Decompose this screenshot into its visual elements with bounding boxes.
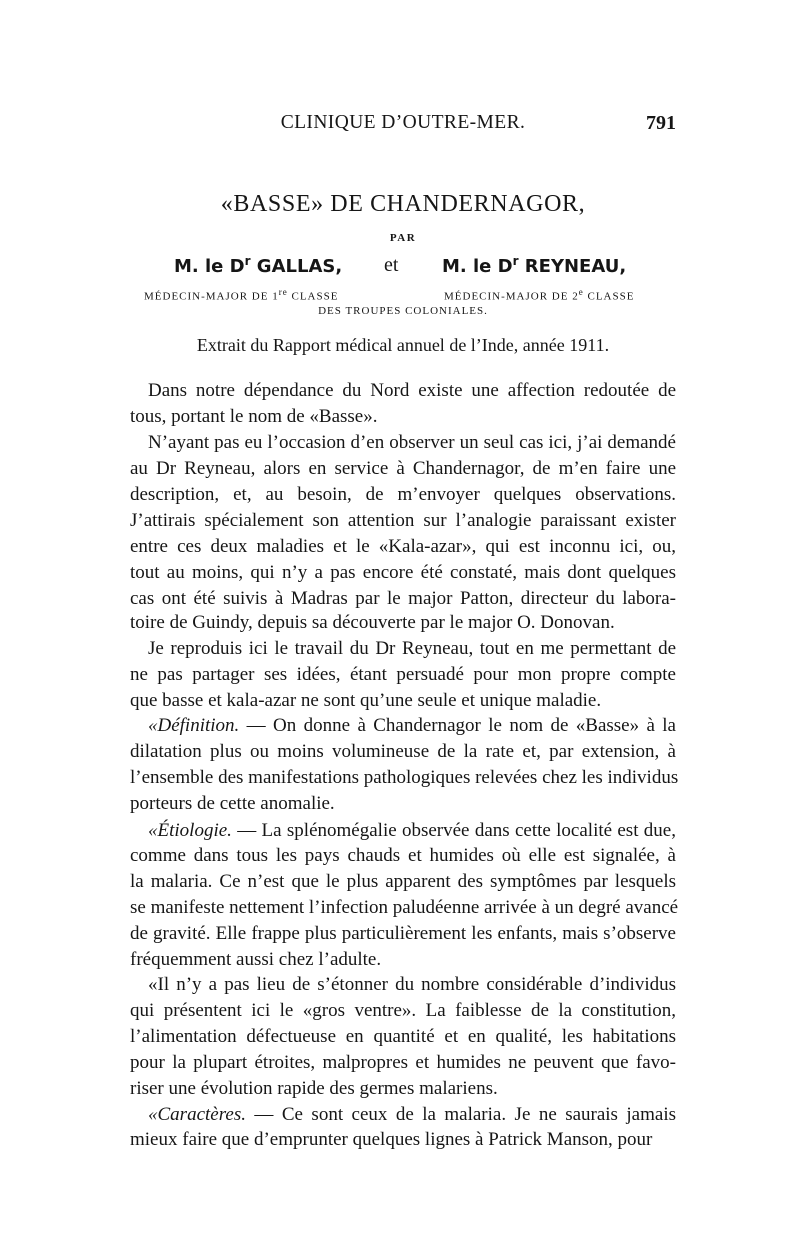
line-text: l’ensemble des manifestations pathologiques relevées chez les individus — [130, 767, 679, 788]
rank2-b: CLASSE — [583, 290, 635, 303]
line-text: qui présentent ici le «gros ventre». La faiblesse de la constitution, — [130, 1000, 676, 1021]
author2-sup: r — [512, 254, 519, 268]
author-conjunction: et — [384, 254, 399, 276]
line-text: porteurs de cette anomalie. — [130, 793, 335, 814]
byline-par: PAR — [389, 232, 417, 244]
rank2-sup: e — [578, 287, 584, 297]
paragraph-3-line-3 — [130, 688, 676, 714]
paragraph-6-line-3 — [130, 1024, 676, 1050]
page-header — [130, 112, 676, 142]
paragraph-1-line-1 — [130, 378, 676, 404]
paragraph-7-line-2 — [130, 1127, 676, 1153]
paragraph-6-line-4 — [130, 1050, 676, 1076]
author1-sup: r — [244, 254, 251, 268]
author-gallas — [174, 254, 342, 277]
line-text: de gravité. Elle frappe plus particulièrement les enfants, mais s’observe — [130, 923, 676, 944]
line-text: tout au moins, qui n’y a pas encore été constaté, mais dont quelques — [130, 562, 676, 583]
paragraph-2-line-3 — [130, 482, 676, 508]
line-text: entre ces deux maladies et le «Kala-azar», qui est inconnu ici, ou, — [130, 536, 676, 557]
rank1-a: MÉDECIN-MAJOR DE 1 — [144, 290, 279, 303]
author1-name: GALLAS, — [250, 256, 343, 277]
paragraph-4-line-4 — [130, 791, 676, 817]
rank-gallas — [144, 287, 338, 303]
line-text: — La splénomégalie observée dans cette localité est due, — [231, 820, 676, 841]
affiliation-troupes: DES TROUPES COLONIALES. — [318, 305, 488, 317]
authors-row — [130, 254, 676, 280]
paragraph-2-line-2 — [130, 456, 676, 482]
line-text: fréquemment aussi chez l’adulte. — [130, 949, 382, 970]
paragraph-5-line-3 — [130, 869, 676, 895]
paragraph-2-line-7 — [130, 586, 676, 612]
paragraph-5-line-4 — [130, 895, 679, 921]
section-heading: «Étiologie. — [148, 820, 232, 841]
paragraph-4-line-2 — [130, 739, 676, 765]
paragraph-2-line-1 — [130, 430, 676, 456]
line-text: — On donne à Chandernagor le nom de «Basse» à la — [239, 715, 676, 736]
line-text: — Ce sont ceux de la malaria. Je ne saurais jamais — [245, 1104, 676, 1125]
line-text: comme dans tous les pays chauds et humides où elle est signalée, à — [130, 845, 676, 866]
line-text: Dans notre dépendance du Nord existe une affection redoutée de — [148, 380, 676, 401]
line-text: N’ayant pas eu l’occasion d’en observer un seul cas ici, j’ai demandé — [148, 432, 676, 453]
line-text: au Dr Reyneau, alors en service à Chandernagor, de m’en faire une — [130, 458, 676, 479]
paragraph-7-line-1 — [130, 1102, 676, 1128]
paragraph-5-line-1 — [130, 818, 676, 844]
paragraph-3-line-2 — [130, 662, 676, 688]
line-text: mieux faire que d’emprunter quelques lignes à Patrick Manson, pour — [130, 1129, 653, 1150]
line-text: toire de Guindy, depuis sa découverte par le major O. Donovan. — [130, 612, 615, 633]
rank1-b: CLASSE — [287, 290, 339, 303]
section-heading: «Caractères. — [148, 1104, 246, 1125]
line-text: Je reproduis ici le travail du Dr Reyneau, tout en me permettant de — [148, 638, 676, 659]
running-head: CLINIQUE D’OUTRE-MER. — [280, 112, 526, 133]
author2-name: REYNEAU, — [518, 256, 627, 277]
paragraph-5-line-5 — [130, 921, 676, 947]
paragraph-6-line-1 — [130, 972, 676, 998]
line-text: J’attirais spécialement son attention sur l’analogie paraissant exister — [130, 510, 676, 531]
line-text: description, et, au besoin, de m’envoyer quelques observations. — [130, 484, 676, 505]
rank-reyneau — [444, 287, 634, 303]
line-text: l’alimentation défectueuse en quantité et en qualité, les habitations — [130, 1026, 676, 1047]
author1-prefix: M. le D — [174, 256, 245, 277]
paragraph-5-line-6 — [130, 947, 676, 973]
author2-prefix: M. le D — [442, 256, 513, 277]
line-text: dilatation plus ou moins volumineuse de la rate et, par extension, à — [130, 741, 676, 762]
paragraph-3-line-1 — [130, 636, 676, 662]
line-text: cas ont été suivis à Madras par le major Patton, directeur du labora- — [130, 588, 676, 609]
ranks-row — [130, 287, 676, 303]
line-text: tous, portant le nom de «Basse». — [130, 406, 378, 427]
line-text: «Il n’y a pas lieu de s’étonner du nombre considérable d’individus — [148, 974, 676, 995]
line-text: riser une évolution rapide des germes malariens. — [130, 1078, 498, 1099]
line-text: se manifeste nettement l’infection paludéenne arrivée à un degré avancé — [130, 897, 679, 918]
paragraph-6-line-2 — [130, 998, 676, 1024]
rank2-a: MÉDECIN-MAJOR DE 2 — [444, 290, 579, 303]
section-heading: «Définition. — [148, 715, 240, 736]
paragraph-6-line-5 — [130, 1076, 676, 1102]
line-text: que basse et kala-azar ne sont qu’une seule et unique maladie. — [130, 690, 602, 711]
paragraph-4-line-1 — [130, 713, 676, 739]
page-number: 791 — [646, 112, 676, 134]
article-title: «BASSE» DE CHANDERNAGOR, — [220, 191, 586, 217]
paragraph-2-line-6 — [130, 560, 676, 586]
line-text: ne pas partager ses idées, étant persuadé pour mon propre compte — [130, 664, 676, 685]
rank1-sup: re — [278, 287, 288, 297]
source-extract: Extrait du Rapport médical annuel de l’Inde, année 1911. — [196, 335, 610, 355]
author-reyneau — [442, 254, 626, 277]
paragraph-4-line-3 — [130, 765, 679, 791]
line-text: pour la plupart étroites, malpropres et humides ne peuvent que favo- — [130, 1052, 676, 1073]
paragraph-2-line-4 — [130, 508, 676, 534]
paragraph-2-line-8 — [130, 610, 676, 636]
line-text: la malaria. Ce n’est que le plus apparent des symptômes par lesquels — [130, 871, 676, 892]
paragraph-1-line-2 — [130, 404, 676, 430]
paragraph-2-line-5 — [130, 534, 676, 560]
paragraph-5-line-2 — [130, 843, 676, 869]
